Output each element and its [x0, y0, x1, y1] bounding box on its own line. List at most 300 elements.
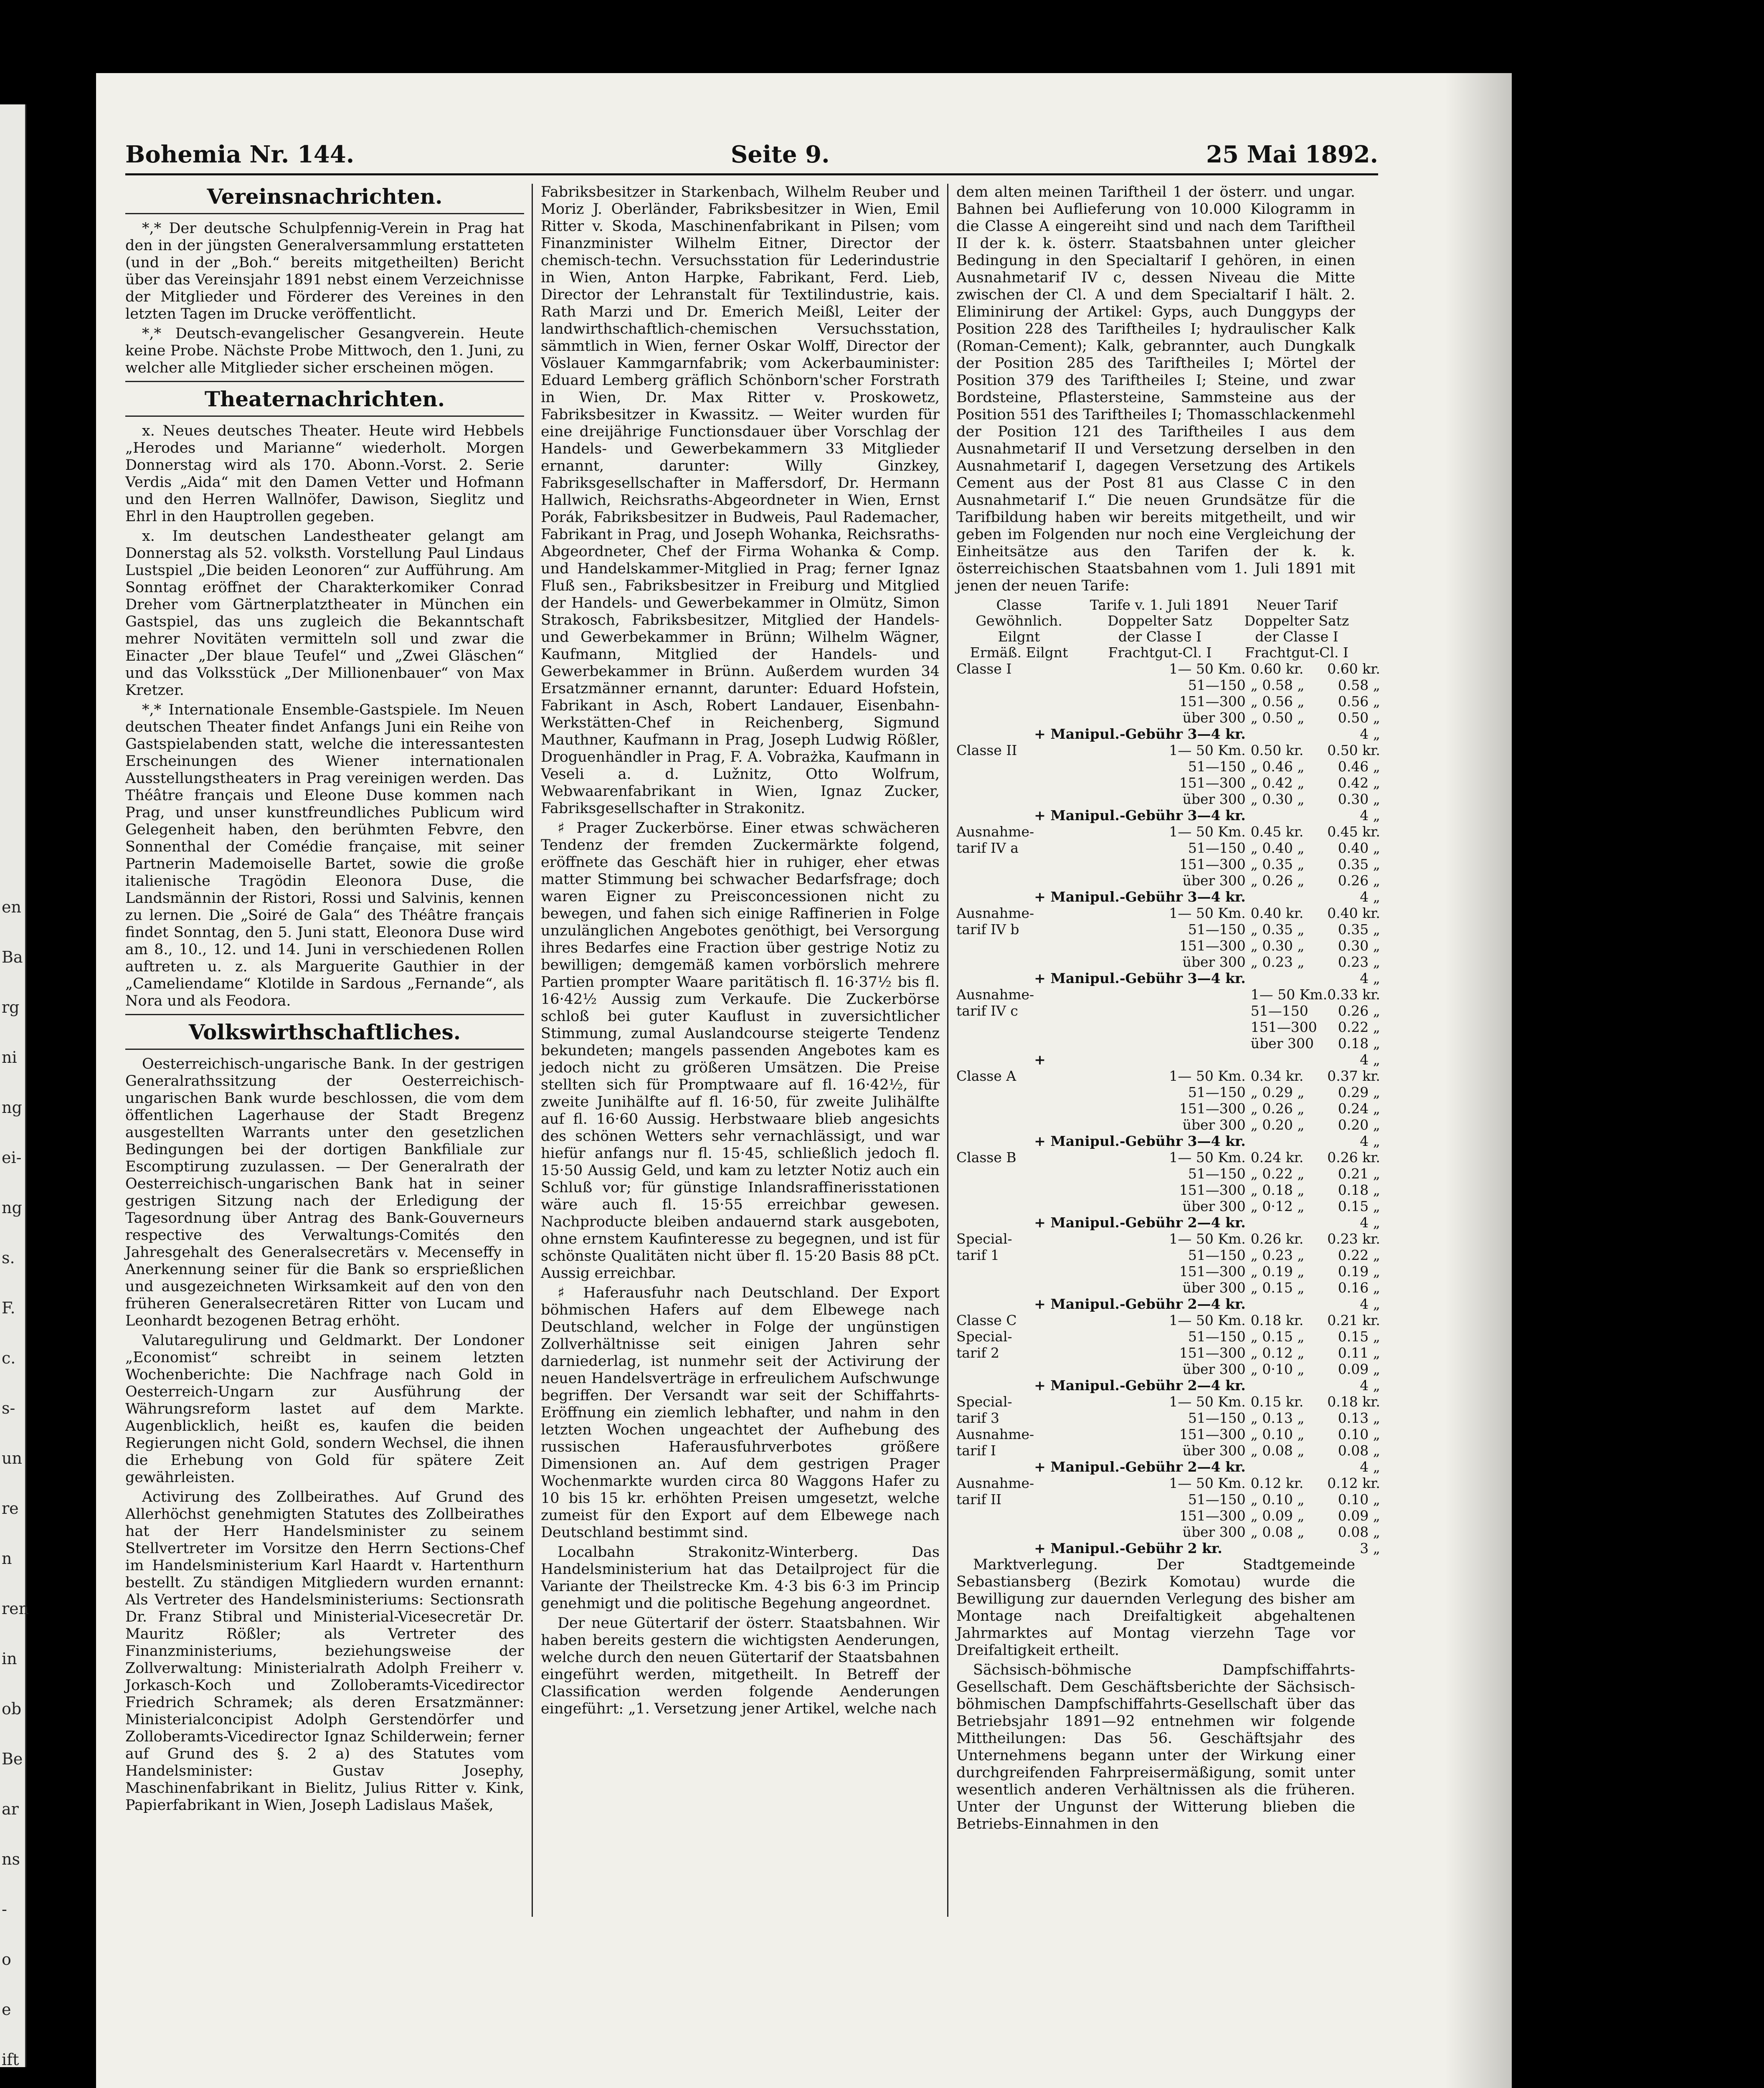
divider	[125, 1014, 524, 1015]
tariff-row	[956, 1019, 1393, 1035]
tariff-cell-rng: 151—300	[1179, 1182, 1246, 1198]
tariff-cell-cls	[956, 1540, 1034, 1556]
tariff-cell-new: 0.09 „	[1338, 1361, 1380, 1377]
margin-fragment: ns	[2, 1850, 20, 1868]
tariff-cell-rng: + Manipul.-Gebühr 2—4 kr.	[1034, 1377, 1246, 1394]
tariff-cell-new: 0.60 kr.	[1327, 661, 1380, 677]
tariff-row	[956, 1426, 1393, 1442]
margin-fragment: en	[2, 898, 21, 916]
tariff-cell-rng: + Manipul.-Gebühr 3—4 kr.	[1034, 726, 1246, 742]
tariff-cell-cls: tarif IV c	[956, 1003, 1018, 1019]
tariff-cell-new: 4 „	[1360, 970, 1380, 986]
tariff-cell-old: „ 0.58 „	[1250, 677, 1305, 693]
tariff-cell-rng: 151—300	[1179, 693, 1246, 710]
tariff-cell-rng: 151—300	[1179, 1508, 1246, 1524]
tariff-cell-old: „ 0.23 „	[1250, 954, 1305, 970]
tariff-cell-new: 4 „	[1360, 1459, 1380, 1475]
tariff-cell-cls: tarif II	[956, 1491, 1002, 1508]
margin-fragment: ni	[2, 1048, 17, 1067]
tariff-cell-rng: + Manipul.-Gebühr 2 kr.	[1034, 1540, 1222, 1556]
tariff-cell-old: „ 0.23 „	[1250, 1247, 1305, 1263]
tariff-cell-old	[1251, 1214, 1327, 1231]
tariff-cell-new: 0.30 „	[1338, 938, 1380, 954]
tariff-cell-old: „ 0.18 „	[1250, 1182, 1305, 1198]
tariff-header-cell: Frachtgut-Cl. I	[1108, 644, 1212, 661]
tariff-row	[956, 1182, 1393, 1198]
tariff-cell-old: „ 0.42 „	[1250, 775, 1305, 791]
tariff-row	[956, 758, 1393, 775]
tariff-cell-old	[1251, 970, 1327, 986]
tariff-cell-new: 0.21 kr.	[1327, 1312, 1380, 1328]
tariff-cell-rng: 1— 50 Km.	[1169, 905, 1246, 921]
tariff-cell-cls	[956, 807, 1034, 824]
tariff-cell-new: 0.10 „	[1338, 1491, 1380, 1508]
tariff-row	[956, 677, 1393, 693]
tariff-cell-cls	[956, 693, 1034, 710]
tariff-cell-rng	[1034, 1035, 1251, 1052]
tariff-header-cell: Gewöhnlich.	[976, 613, 1062, 629]
tariff-cell-rng: über 300	[1182, 954, 1246, 970]
margin-fragment: ng	[2, 1098, 22, 1117]
tariff-cell-cls: Classe A	[956, 1068, 1016, 1084]
tariff-cell-new: 0.35 „	[1338, 856, 1380, 872]
section-title-volkswirthschaft: Volkswirthschaftliches.	[125, 1019, 524, 1050]
tariff-cell-rng: 151—300	[1179, 1100, 1246, 1117]
tariff-cell-new: 4 „	[1360, 889, 1380, 905]
columns	[125, 184, 1378, 1917]
column-1	[125, 184, 524, 1917]
tariff-cell-cls	[956, 1214, 1034, 1231]
tariff-cell-cls: Ausnahme-	[956, 905, 1034, 921]
tariff-cell-cls: Classe II	[956, 742, 1017, 758]
tariff-cell-cls	[956, 1166, 1034, 1182]
tariff-cell-cls	[956, 1019, 1034, 1035]
article-paragraph: x. Neues deutsches Theater. Heute wird Hebbels „Herodes und Marianne“ wiederholt. Morgen Donnerstag wird als 170. Abonn.-Vorst. 2. Serie Verdis „Aida“ mit den Damen Vetter und Hofmann und den Herren Wallnöfer, Dawison, Sieglitz und Ehrl in den Hauptrollen gegeben.	[125, 423, 524, 525]
tariff-cell-cls: Ausnahme-	[956, 824, 1034, 840]
tariff-cell-rng: über 300	[1182, 1524, 1246, 1540]
tariff-cell-rng: über 300	[1182, 710, 1246, 726]
tariff-cell-cls: Ausnahme-	[956, 986, 1034, 1003]
tariff-table-header	[956, 597, 1355, 661]
tariff-row	[956, 1524, 1393, 1540]
tariff-header-cell: Ermäß. Eilgnt	[970, 644, 1068, 661]
tariff-cell-old: 0.15 kr.	[1250, 1394, 1304, 1410]
tariff-cell-cls: tarif I	[956, 1442, 996, 1459]
tariff-cell-rng: 51—150	[1188, 1410, 1246, 1426]
tariff-cell-new: 0.08 „	[1338, 1442, 1380, 1459]
tariff-row	[956, 1459, 1393, 1475]
tariff-cell-rng: 51—150	[1188, 677, 1246, 693]
tariff-cell-old: „ 0.56 „	[1250, 693, 1305, 710]
tariff-cell-new: 0.46 „	[1338, 758, 1380, 775]
tariff-cell-new: 0.24 „	[1338, 1100, 1380, 1117]
tariff-cell-old	[1251, 1052, 1327, 1068]
article-paragraph: ♯ Prager Zuckerbörse. Einer etwas schwächeren Tendenz der fremden Zuckermärkte folgend, eröffnete das Geschäft hier in ruhiger, eher etwas matter Stimmung bei schwacher Bedarfsfrage; doch waren Eigner zu Preisconcessionen nicht zu bewegen, und fahen sich einige Raffinerien in Folge unzulänglichen Angebotes genöthigt, bei Versorgung ihres Bedarfes eine Fraction über gestrige Notiz zu bewilligen; demgemäß kamen vorbörslich mehrere Partien prompter Waare paritätisch fl. 16·37½ bis fl. 16·42½ Aussig zum Verkaufe. Die Zuckerbörse schloß bei guter Kauflust in zuversichtlicher Stimmung, zumal Auslandcourse steigerte Tendenz bekundeten; mangels passenden Angebotes kam es jedoch nicht zu größeren Umsätzen. Die Preise stellten sich für Promptwaare auf fl. 16·42½, für zweite Junihälfte auf fl. 16·50, für zweite Julihälfte auf fl. 16·60 Aussig. Herbstwaare blieb angesichts des schönen Wetters sehr vernachlässigt, und war hiefür anfangs nur fl. 15·45, schließlich jedoch fl. 15·50 Aussig Geld, und kam zu letzter Notiz auch ein Schluß vor; für günstige Inlandsraffinerisstationen wäre auch fl. 15·55 erreichbar gewesen. Nachproducte bleiben andauernd stark ausgeboten, ohne ernstem Kaufinteresse zu begegnen, und ist für schönste Qualitäten nicht über fl. 15·20 Basis 88 pCt. Aussig erreichbar.	[541, 820, 940, 1282]
tariff-cell-old: „ 0·12 „	[1250, 1198, 1305, 1214]
margin-fragment: s-	[2, 1399, 15, 1417]
tariff-cell-rng: 51—150	[1188, 1247, 1246, 1263]
tariff-row	[956, 1166, 1393, 1182]
tariff-cell-new: 0.50 „	[1338, 710, 1380, 726]
margin-fragment: s.	[2, 1249, 15, 1267]
tariff-cell-cls: tarif 3	[956, 1410, 999, 1426]
tariff-row	[956, 1100, 1393, 1117]
tariff-cell-old: über 300	[1250, 1035, 1314, 1052]
tariff-row	[956, 1345, 1393, 1361]
tariff-cell-rng: über 300	[1182, 872, 1246, 889]
tariff-cell-old: „ 0.12 „	[1250, 1345, 1305, 1361]
tariff-cell-old: 0.34 kr.	[1250, 1068, 1304, 1084]
tariff-cell-old: „ 0.19 „	[1250, 1263, 1305, 1280]
margin-fragment: e	[2, 2000, 11, 2019]
tariff-row	[956, 1214, 1393, 1231]
tariff-row	[956, 872, 1393, 889]
tariff-cell-rng: 151—300	[1179, 856, 1246, 872]
tariff-cell-old: 0.60 kr.	[1250, 661, 1304, 677]
tariff-cell-new: 0.15 „	[1338, 1328, 1380, 1345]
tariff-cell-rng: 51—150	[1188, 1328, 1246, 1345]
tariff-row	[956, 1247, 1393, 1263]
tariff-cell-cls	[956, 1263, 1034, 1280]
tariff-cell-new: 0.23 kr.	[1327, 1231, 1380, 1247]
tariff-header-cell: Neuer Tarif	[1256, 597, 1337, 613]
tariff-cell-new: 0.42 „	[1338, 775, 1380, 791]
tariff-cell-old: „ 0.10 „	[1250, 1426, 1305, 1442]
tariff-header-cell: Classe	[996, 597, 1042, 613]
tariff-cell-new: 0.23 „	[1338, 954, 1380, 970]
article-paragraph: Fabriksbesitzer in Starkenbach, Wilhelm Reuber und Moriz J. Oberländer, Fabriksbesitzer in Wien, Emil Ritter v. Skoda, Maschinenfabrikant in Pilsen; vom Finanzminister Wilhelm Eitner, Director der chemisch-techn. Versuchsstation für Lederindustrie in Wien, Anton Harpke, Fabrikant, Ferd. Lieb, Director der Lehranstalt für Textilindustrie, kais. Rath Marzi und Dr. Emerich Meißl, Leiter der landwirthschaftlich-chemischen Versuchsstation, sämmtlich in Wien, ferner Oskar Wolff, Director der Vöslauer Kammgarnfabrik; vom Ackerbauminister: Eduard Lemberg gräflich Schönborn'scher Forstrath in Wien, Dr. Max Ritter v. Proskowetz, Fabriksbesitzer in Kwassitz. — Weiter wurden für eine dreijährige Functionsdauer über Vorschlag der Handels- und Gewerbekammern 33 Mitglieder ernannt, darunter: Willy Ginzkey, Fabriksgesellschafter in Maffersdorf, Dr. Hermann Hallwich, Reichsraths-Abgeordneter in Wien, Ernst Porák, Fabriksbesitzer in Budweis, Paul Rademacher, Fabrikant in Prag, und Joseph Wohanka, Reichsraths-Abgeordneter, Chef der Firma Wohanka & Comp. und Handelskammer-Mitglied in Prag; ferner Ignaz Fluß sen., Fabriksbesitzer in Freiburg und Mitglied der Handels- und Gewerbekammer in Olmütz, Simon Strakosch, Fabriksbesitzer, Mitglied der Handels- und Gewerbekammer in Brünn; Wilhelm Wägner, Kaufmann, Mitglied der Handels- und Gewerbekammer in Brünn. Außerdem wurden 34 Ersatzmänner ernannt, darunter: Eduard Hofstein, Fabrikant in Asch, Robert Landauer, Eisenbahn-Werkstätten-Chef in Reichenberg, Sigmund Mauthner, Kaufmann in Prag, Joseph Ludwig Rößler, Droguenhändler in Prag, F. A. Vobrażka, Kaufmann in Veseli a. d. Lužnitz, Otto Wolfrum, Webwaarenfabrikant in Wien, Ignaz Zucker, Fabriksgesellschafter in Strakonitz.	[541, 184, 940, 817]
margin-fragment: ift	[2, 2050, 19, 2069]
tariff-cell-old: „ 0.20 „	[1250, 1117, 1305, 1133]
tariff-cell-cls	[956, 726, 1034, 742]
tariff-cell-cls: Special-	[956, 1394, 1012, 1410]
tariff-cell-new: 0.22 „	[1338, 1247, 1380, 1263]
tariff-cell-rng	[1034, 1003, 1251, 1019]
tariff-cell-rng: 151—300	[1179, 775, 1246, 791]
tariff-cell-new: 0.26 kr.	[1327, 1149, 1380, 1166]
tariff-cell-new: 3 „	[1360, 1540, 1380, 1556]
tariff-row	[956, 840, 1393, 856]
tariff-cell-new: 0.09 „	[1338, 1508, 1380, 1524]
tariff-cell-rng: 1— 50 Km.	[1169, 1394, 1246, 1410]
tariff-cell-new: 0.20 „	[1338, 1117, 1380, 1133]
tariff-cell-old: 0.50 kr.	[1250, 742, 1304, 758]
article-paragraph: Activirung des Zollbeirathes. Auf Grund des Allerhöchst genehmigten Statutes des Zollbeirathes hat der Herr Handelsminister zu seinem Stellvertreter im Vorsitze den Herrn Sections-Chef im Handelsministerium Karl Haardt v. Hartenthurn bestellt. Zu ständigen Mitgliedern wurden ernannt: Als Vertreter des Handelsministeriums: Sectionsrath Dr. Franz Stibral und Ministerial-Vicesecretär Dr. Mauritz Rößler; als Vertreter des Finanzministeriums, beziehungsweise der Zollverwaltung: Ministerialrath Adolph Freiherr v. Jorkasch-Koch und Zolloberamts-Vicedirector Friedrich Schramek; als deren Ersatzmänner: Ministerialconcipist Adolph Gerstendörfer und Zolloberamts-Vicedirector Ignaz Schilderwein; ferner auf Grund des §. 2 a) des Statutes vom Handelsminister: Gustav Josephy, Maschinenfabrikant in Bielitz, Julius Ritter v. Kink, Papierfabrikant in Wien, Joseph Ladislaus Mašek,	[125, 1489, 524, 1814]
tariff-row	[956, 856, 1393, 872]
tariff-row	[956, 1410, 1393, 1426]
tariff-cell-cls	[956, 1198, 1034, 1214]
article-paragraph: Sächsisch-böhmische Dampfschiffahrts-Gesellschaft. Dem Geschäftsberichte der Sächsisch-böhmischen Dampfschiffahrts-Gesellschaft über das Betriebsjahr 1891—92 entnehmen wir folgende Mittheilungen: Das 56. Geschäftsjahr des Unternehmens begann unter der Wirkung einer durchgreifenden Fahrpreisermäßigung, somit unter wesentlich anderen Verhältnissen als die früheren. Unter der Ungunst der Witterung blieben die Betriebs-Einnahmen in den	[956, 1662, 1355, 1832]
tariff-cell-new: 4 „	[1360, 1133, 1380, 1149]
tariff-header-cell: Tarife v. 1. Juli 1891	[1090, 597, 1230, 613]
tariff-cell-rng: 51—150	[1188, 758, 1246, 775]
header-right: 25 Mai 1892.	[1206, 141, 1378, 168]
tariff-header-cell: Frachtgut-Cl. I	[1245, 644, 1348, 661]
tariff-cell-new: 0.26 „	[1338, 872, 1380, 889]
tariff-cell-new: 0.22 „	[1338, 1019, 1380, 1035]
tariff-cell-old: „ 0.35 „	[1250, 856, 1305, 872]
tariff-cell-old: 0.45 kr.	[1250, 824, 1304, 840]
tariff-row	[956, 1442, 1393, 1459]
tariff-cell-old	[1251, 889, 1327, 905]
tariff-row	[956, 1035, 1393, 1052]
tariff-row	[956, 661, 1393, 677]
tariff-cell-rng	[1034, 986, 1251, 1003]
tariff-row	[956, 1540, 1393, 1556]
tariff-cell-old: „ 0.08 „	[1250, 1524, 1305, 1540]
tariff-cell-new: 0.12 kr.	[1327, 1475, 1380, 1491]
tariff-row	[956, 1003, 1393, 1019]
tariff-cell-new: 0.18 „	[1338, 1035, 1380, 1052]
column-2	[541, 184, 940, 1917]
tariff-cell-rng: 1— 50 Km.	[1169, 742, 1246, 758]
tariff-cell-cls	[956, 856, 1034, 872]
tariff-row	[956, 1491, 1393, 1508]
tariff-cell-rng: 1— 50 Km.	[1169, 1312, 1246, 1328]
tariff-cell-new: 0.11 „	[1338, 1345, 1380, 1361]
tariff-cell-new: 0.18 kr.	[1327, 1394, 1380, 1410]
tariff-cell-cls	[956, 1117, 1034, 1133]
tariff-cell-old: „ 0.26 „	[1250, 872, 1305, 889]
tariff-header-cell: Doppelter Satz	[1244, 613, 1349, 629]
tariff-header-cell: Doppelter Satz	[1108, 613, 1212, 629]
tariff-cell-old: „ 0.50 „	[1250, 710, 1305, 726]
divider	[125, 381, 524, 382]
article-paragraph: Der neue Gütertarif der österr. Staatsbahnen. Wir haben bereits gestern die wichtigsten Aenderungen, welche durch den neuen Gütertarif der Staatsbahnen eingeführt werden, mitgetheilt. In Betreff der Classification werden folgende Aenderungen eingeführt: „1. Versetzung jener Artikel, welche nach	[541, 1615, 940, 1717]
tariff-cell-old: „ 0.29 „	[1250, 1084, 1305, 1100]
tariff-cell-rng: + Manipul.-Gebühr 3—4 kr.	[1034, 1133, 1246, 1149]
margin-fragment: un	[2, 1449, 22, 1467]
tariff-cell-old: „ 0.30 „	[1250, 791, 1305, 807]
tariff-cell-cls	[956, 1508, 1034, 1524]
header-left: Bohemia Nr. 144.	[125, 141, 355, 168]
page-header	[125, 140, 1378, 175]
tariff-cell-rng: 151—300	[1179, 1345, 1246, 1361]
tariff-row	[956, 1068, 1393, 1084]
margin-fragment: ng	[2, 1199, 22, 1217]
tariff-row	[956, 1508, 1393, 1524]
tariff-cell-new: 0.19 „	[1338, 1263, 1380, 1280]
tariff-cell-rng: 51—150	[1188, 1084, 1246, 1100]
tariff-row	[956, 1133, 1393, 1149]
tariff-cell-rng: über 300	[1182, 1198, 1246, 1214]
tariff-cell-new: 0.35 „	[1338, 921, 1380, 938]
tariff-row	[956, 1149, 1393, 1166]
tariff-cell-rng: 1— 50 Km.	[1169, 1231, 1246, 1247]
article-paragraph: Marktverlegung. Der Stadtgemeinde Sebastiansberg (Bezirk Komotau) wurde die Bewilligung zur dauernden Verlegung des bisher am Montage nach Dreifaltigkeit abgehaltenen Jahrmarktes auf Montag vierzehn Tage vor Dreifaltigkeit ertheilt.	[956, 1556, 1355, 1659]
tariff-cell-new: 4 „	[1360, 807, 1380, 824]
tariff-cell-cls: Special-	[956, 1328, 1012, 1345]
tariff-cell-cls	[956, 1524, 1034, 1540]
tariff-row	[956, 807, 1393, 824]
tariff-cell-old: 0.18 kr.	[1250, 1312, 1304, 1328]
tariff-cell-rng: 151—300	[1179, 938, 1246, 954]
tariff-cell-new: 0.13 „	[1338, 1410, 1380, 1426]
tariff-cell-rng: 51—150	[1188, 840, 1246, 856]
tariff-cell-new: 0.37 kr.	[1327, 1068, 1380, 1084]
tariff-cell-old	[1251, 1540, 1327, 1556]
tariff-cell-cls	[956, 677, 1034, 693]
tariff-row	[956, 986, 1393, 1003]
tariff-row	[956, 1231, 1393, 1247]
article-paragraph: Valutaregulirung und Geldmarkt. Der Londoner „Economist“ schreibt in seinem letzten Wochenberichte: Die Nachfrage nach Gold in Oesterreich-Ungarn zur Ausführung der Währungsreform lastet auf dem Markte. Augenblicklich, heißt es, kaufen die beiden Regierungen nicht Gold, sondern Wechsel, die ihnen die Erhebung von Gold für spätere Zeit gewährleisten.	[125, 1332, 524, 1486]
tariff-cell-old: „ 0.30 „	[1250, 938, 1305, 954]
tariff-row	[956, 1117, 1393, 1133]
margin-fragment: rg	[2, 998, 20, 1016]
article-paragraph: Localbahn Strakonitz-Winterberg. Das Handelsministerium hat das Detailproject für die Variante der Theilstrecke Km. 4·3 bis 6·3 im Princip genehmigt und die politische Begehung angeordnet.	[541, 1544, 940, 1612]
tariff-cell-old: „ 0.35 „	[1250, 921, 1305, 938]
margin-fragment: in	[2, 1650, 17, 1668]
tariff-header-cell: Eilgnt	[998, 628, 1040, 645]
tariff-cell-cls: tarif 1	[956, 1247, 999, 1263]
tariff-row	[956, 1263, 1393, 1280]
tariff-cell-cls	[956, 1052, 1034, 1068]
tariff-cell-cls	[956, 1182, 1034, 1198]
tariff-row	[956, 1198, 1393, 1214]
tariff-cell-rng: + Manipul.-Gebühr 3—4 kr.	[1034, 807, 1246, 824]
article-paragraph: Oesterreichisch-ungarische Bank. In der gestrigen Generalrathssitzung der Oesterreichisch-ungarischen Bank wurde beschlossen, die vom dem öffentlichen Lagerhause der Stadt Bregenz ausgestellten Warrants unter den gesetzlichen Bedingungen bei der dortigen Bankfiliale zur Escomptirung zuzulassen. — Der Generalrath der Oesterreichisch-ungarischen Bank hat in seiner gestrigen Sitzung nach der Erledigung der Tagesordnung über Antrag des Bank-Gouverneurs respective des Verwaltungs-Comités den Jahresgehalt des Generalsecretärs v. Mecenseffy in Anerkennung seiner für die Bank so ersprießlichen und ausgezeichneten Wirksamkeit auf den von den früheren Generalsecretären Ritter von Lucam und Leonhardt bezogenen Betrag erhöht.	[125, 1056, 524, 1329]
margin-fragment: c.	[2, 1349, 16, 1367]
tariff-cell-rng: 1— 50 Km.	[1169, 1475, 1246, 1491]
tariff-cell-rng: 1— 50 Km.	[1169, 1149, 1246, 1166]
tariff-header-cell: der Classe I	[1118, 628, 1202, 645]
tariff-cell-new: 4 „	[1360, 1377, 1380, 1394]
previous-page-edge	[0, 104, 29, 2069]
tariff-cell-rng: über 300	[1182, 791, 1246, 807]
tariff-cell-cls	[956, 954, 1034, 970]
header-center: Seite 9.	[730, 141, 830, 168]
article-paragraph: *,* Internationale Ensemble-Gastspiele. Im Neuen deutschen Theater findet Anfangs Juni ein Reihe von Gastspielabenden statt, welche die interessantesten Erscheinungen des Wiener internationalen Ausstellungstheaters in Prag vereinigen werden. Das Théâtre français und Eleone Duse kommen nach Prag, und unser kunstfreundliches Publicum wird Gelegenheit haben, den berühmten Febvre, den Sonnenthal der Comédie française, mit seiner Partnerin Mademoiselle Bartet, sowie die große italienische Tragödin Eleonora Duse, die Landsmännin der Ristori, Rossi und Salvinis, kennen zu lernen. Die „Soiré de Gala“ des Théâtre français findet Sonntag, den 5. Juni statt, Eleonora Duse wird am 8., 10., 12. und 14. Juni in verschiedenen Rollen auftreten u. z. als Marguerite Gauthier in der „Cameliendame“ Klotilde in Sardous „Fernande“, als Nora und als Feodora.	[125, 702, 524, 1009]
tariff-row	[956, 1084, 1393, 1100]
tariff-cell-new: 0.21 „	[1338, 1166, 1380, 1182]
tariff-cell-old: 51—150	[1250, 1003, 1308, 1019]
tariff-cell-new: 0.16 „	[1338, 1280, 1380, 1296]
tariff-row	[956, 1377, 1393, 1394]
tariff-row	[956, 1052, 1393, 1068]
tariff-cell-old: 0.26 kr.	[1250, 1231, 1304, 1247]
column-3	[956, 184, 1380, 1917]
tariff-cell-rng	[1034, 1019, 1251, 1035]
tariff-cell-rng: über 300	[1182, 1361, 1246, 1377]
tariff-cell-new: 0.08 „	[1338, 1524, 1380, 1540]
section-title-theater: Theaternachrichten.	[125, 386, 524, 417]
tariff-cell-cls	[956, 970, 1034, 986]
tariff-cell-cls: Ausnahme-	[956, 1475, 1034, 1491]
tariff-cell-cls: tarif IV b	[956, 921, 1019, 938]
tariff-cell-cls	[956, 1361, 1034, 1377]
tariff-row	[956, 905, 1393, 921]
margin-fragment: F.	[2, 1299, 15, 1317]
tariff-cell-old: „ 0.40 „	[1250, 840, 1305, 856]
tariff-row	[956, 954, 1393, 970]
tariff-cell-old: „ 0.22 „	[1250, 1166, 1305, 1182]
margin-fragment: ob	[2, 1700, 22, 1718]
tariff-cell-new: 4 „	[1360, 1296, 1380, 1312]
margin-fragment: -	[2, 1900, 7, 1918]
tariff-cell-cls: Classe B	[956, 1149, 1016, 1166]
tariff-cell-old: „ 0.46 „	[1250, 758, 1305, 775]
tariff-cell-cls	[956, 791, 1034, 807]
tariff-cell-old: „ 0.26 „	[1250, 1100, 1305, 1117]
margin-fragment: ar	[2, 1800, 19, 1818]
tariff-cell-rng: 1— 50 Km.	[1169, 824, 1246, 840]
tariff-cell-cls: tarif IV a	[956, 840, 1019, 856]
tariff-cell-rng: + Manipul.-Gebühr 3—4 kr.	[1034, 889, 1246, 905]
tariff-cell-new: 0.58 „	[1338, 677, 1380, 693]
tariff-cell-new: 0.30 „	[1338, 791, 1380, 807]
tariff-cell-old: 0.24 kr.	[1250, 1149, 1304, 1166]
tariff-cell-old	[1251, 807, 1327, 824]
tariff-cell-new: 0.26 „	[1338, 1003, 1380, 1019]
newspaper-page	[96, 73, 1512, 2088]
tariff-cell-old: „ 0.13 „	[1250, 1410, 1305, 1426]
tariff-cell-new: 0.10 „	[1338, 1426, 1380, 1442]
article-paragraph: dem alten meinen Tariftheil 1 der österr. und ungar. Bahnen bei Auflieferung von 10.000 Kilogramm in die Classe A eingereiht sind und nach dem Tariftheil II der k. k. österr. Staatsbahnen unter gleicher Bedingung in den Specialtarif I gehören, in einen Ausnahmetarif IV c, dessen Niveau die Mitte zwischen der Cl. A und dem Specialtarif I hält. 2. Eliminirung der Artikel: Gyps, auch Dunggyps der Position 228 des Tariftheiles I; hydraulischer Kalk (Roman-Cement); Kalk, gebrannter, auch Dungkalk der Position 285 des Tariftheiles I; Mörtel der Position 379 des Tariftheiles I; Steine, und zwar Bordsteine, Pflastersteine, Sammsteine aus der Position 551 des Tariftheiles I; Thomasschlackenmehl der Position 121 des Tariftheiles I aus dem Ausnahmetarif II und Versetzung derselben in den Ausnahmetarif I, dagegen Versetzung des Artikels Cement aus der Post 81 aus Classe C in den Ausnahmetarif I.“ Die neuen Grundsätze für die Tarifbildung haben wir bereits mitgetheilt, und wir geben im Folgenden nur noch eine Vergleichung der Einheitsätze aus den Tarifen der k. k. österreichischen Staatsbahnen vom 1. Juli 1891 mit jenen der neuen Tarife:	[956, 184, 1355, 594]
tariff-cell-rng: + Manipul.-Gebühr 3—4 kr.	[1034, 970, 1246, 986]
section-title-vereins: Vereinsnachrichten.	[125, 184, 524, 214]
tariff-row	[956, 1328, 1393, 1345]
margin-fragment: n	[2, 1549, 12, 1568]
tariff-cell-cls	[956, 1377, 1034, 1394]
tariff-row	[956, 1475, 1393, 1491]
tariff-row	[956, 1361, 1393, 1377]
tariff-cell-old: „ 0.09 „	[1250, 1508, 1305, 1524]
tariff-cell-cls: Classe C	[956, 1312, 1017, 1328]
tariff-cell-old: „ 0.08 „	[1250, 1442, 1305, 1459]
tariff-cell-rng: 1— 50 Km.	[1169, 661, 1246, 677]
tariff-cell-old	[1251, 1377, 1327, 1394]
tariff-row	[956, 710, 1393, 726]
tariff-cell-new: 0.29 „	[1338, 1084, 1380, 1100]
tariff-cell-old: 151—300	[1250, 1019, 1317, 1035]
tariff-cell-old	[1251, 1459, 1327, 1475]
tariff-cell-cls	[956, 1459, 1034, 1475]
tariff-cell-new: 4 „	[1360, 1052, 1380, 1068]
tariff-cell-cls	[956, 1296, 1034, 1312]
tariff-cell-old: „ 0·10 „	[1250, 1361, 1305, 1377]
tariff-table	[956, 661, 1393, 1556]
article-paragraph: x. Im deutschen Landestheater gelangt am Donnerstag als 52. volksth. Vorstellung Paul Lindaus Lustspiel „Die beiden Leonoren“ zur Aufführung. Am Sonntag eröffnet der Charakterkomiker Conrad Dreher vom Gärtnerplatztheater in München ein Gastspiel, das uns zugleich die Bekanntschaft mehrer Novitäten vermitteln soll und zwar die Einacter „Der blaue Teufel“ und „Zwei Gläschen“ und das Volksstück „Der Millionenbauer“ von Max Kretzer.	[125, 528, 524, 699]
tariff-cell-rng: über 300	[1182, 1280, 1246, 1296]
tariff-row	[956, 1312, 1393, 1328]
tariff-header-cell: der Classe I	[1255, 628, 1338, 645]
tariff-cell-new: 0.15 „	[1338, 1198, 1380, 1214]
tariff-row	[956, 889, 1393, 905]
tariff-cell-cls	[956, 758, 1034, 775]
tariff-cell-old	[1251, 726, 1327, 742]
margin-fragment: Ba	[2, 948, 23, 966]
tariff-cell-rng: über 300	[1182, 1442, 1246, 1459]
article-paragraph: ♯ Haferausfuhr nach Deutschland. Der Export böhmischen Hafers auf dem Elbewege nach Deutschland, welcher in Folge der ungünstigen Zollverhältnisse seit einigen Jahren sehr darniederlag, ist nunmehr seit der Activirung der neuen Handelsverträge in erfreulichem Aufschwunge begriffen. Der Versandt war seit der Schiffahrts-Eröffnung ein ziemlich lebhafter, und nahm in den letzten Wochen ungeachtet der Aufhebung des russischen Haferausfuhrverbotes größere Dimensionen an. Auf dem gestrigen Prager Wochenmarkte wurden circa 80 Waggons Hafer zu 10 bis 15 kr. erhöhten Preisen umgesetzt, welche zumeist für den Export auf dem Elbewege nach Deutschland bestimmt sind.	[541, 1285, 940, 1541]
tariff-cell-cls: Ausnahme-	[956, 1426, 1034, 1442]
tariff-row	[956, 726, 1393, 742]
tariff-cell-cls	[956, 1035, 1034, 1052]
tariff-cell-new: 4 „	[1360, 726, 1380, 742]
tariff-cell-rng: 151—300	[1179, 1426, 1246, 1442]
tariff-cell-cls: Special-	[956, 1231, 1012, 1247]
tariff-cell-new: 4 „	[1360, 1214, 1380, 1231]
article-paragraph: *,* Der deutsche Schulpfennig-Verein in Prag hat den in der jüngsten Generalversammlung erstatteten (und in der „Boh.“ bereits mitgetheilten) Bericht über das Vereinsjahr 1891 nebst einem Verzeichnisse der Mitglieder und Förderer des Vereines in den letzten Tagen im Drucke veröffentlicht.	[125, 220, 524, 322]
tariff-cell-new: 0.40 kr.	[1327, 905, 1380, 921]
tariff-cell-rng: 151—300	[1179, 1263, 1246, 1280]
tariff-cell-cls	[956, 872, 1034, 889]
tariff-cell-rng: + Manipul.-Gebühr 2—4 kr.	[1034, 1459, 1246, 1475]
margin-fragment: ei-	[2, 1148, 22, 1167]
tariff-row	[956, 791, 1393, 807]
tariff-row	[956, 938, 1393, 954]
tariff-cell-new: 0.45 kr.	[1327, 824, 1380, 840]
tariff-cell-new: 0.56 „	[1338, 693, 1380, 710]
